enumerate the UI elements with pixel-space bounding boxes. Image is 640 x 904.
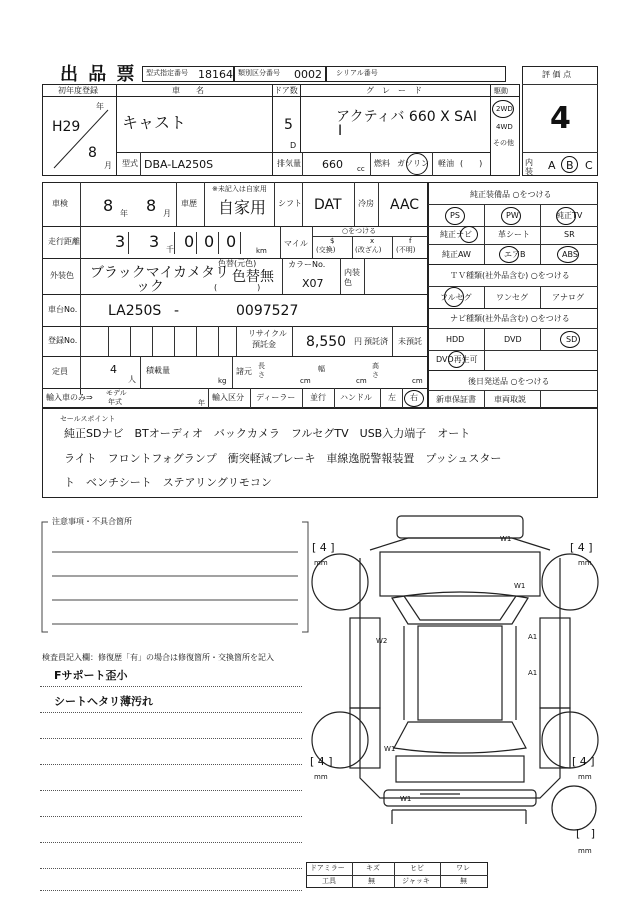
serial-label: シリアル番号 xyxy=(336,69,378,77)
equip-navi-circle xyxy=(460,226,478,243)
shift-value: DAT xyxy=(314,197,342,213)
length-cm: cm xyxy=(300,377,311,385)
genuine-title: 純正装備品 ○をつける xyxy=(470,190,552,199)
tire-rr: [ 4 ] xyxy=(572,755,595,768)
navi-type-title: ナビ種類(社外品含む) ○をつける xyxy=(450,314,570,323)
handle-label: ハンドル xyxy=(340,393,372,402)
color-change-value: 色替無 xyxy=(232,269,274,285)
bt-v-1: 無 xyxy=(368,877,375,885)
history-note: ※未記入は自家用 xyxy=(212,185,267,193)
mark-front-w1: W1 xyxy=(500,535,512,543)
equip-navi: 純正ナビ xyxy=(440,230,472,239)
shift-label: シフト xyxy=(278,199,302,208)
color-value-2: ック xyxy=(136,279,164,295)
load-label: 積載量 xyxy=(146,366,170,375)
inspection-label: 車検 xyxy=(52,199,68,208)
tv-fullseg: フルセグ xyxy=(440,293,472,302)
navi-hdd: HDD xyxy=(446,335,465,344)
score-label: 評 価 点 xyxy=(542,70,572,79)
chassis-label: 車台No. xyxy=(48,305,78,314)
date-slash xyxy=(50,106,110,172)
drive-2wd-circle xyxy=(492,100,514,118)
navi-dvd-play-circle xyxy=(448,351,465,368)
mark-left-w2: W2 xyxy=(376,637,388,645)
interior-label: 内装 xyxy=(525,158,533,176)
exchange-label: (交換) xyxy=(316,246,336,254)
capacity-unit: 人 xyxy=(128,375,136,384)
fuel-gasoline: ガソリン xyxy=(397,159,429,168)
grade-line-2: I xyxy=(338,123,343,139)
dealer-label: ディーラー xyxy=(256,393,296,402)
interior-a: A xyxy=(548,159,556,172)
later-manual: 車両取説 xyxy=(494,395,526,404)
height-label: 高さ xyxy=(372,362,379,379)
left-label: 左 xyxy=(388,393,396,402)
recycle-unpaid: 未預託 xyxy=(398,337,422,346)
sheet-title: 出 品 票 xyxy=(60,64,137,85)
type-cert-label: 型式指定番号 xyxy=(146,69,188,77)
drive-4wd: 4WD xyxy=(496,123,513,131)
mileage-digit-2: 3 xyxy=(149,232,160,251)
modified-label: (改ざん) xyxy=(355,246,382,254)
exchange-sym: $ xyxy=(330,237,335,245)
displacement-unit: cc xyxy=(357,165,365,173)
import-label: 輸入車のみ⇒ xyxy=(46,393,93,402)
mark-right-a1-lower: A1 xyxy=(528,669,538,677)
first-reg-month: 8 xyxy=(88,145,97,161)
height-cm: cm xyxy=(412,377,423,385)
mileage-digit-3: 0 xyxy=(184,232,195,251)
fuel-paren: ( ) xyxy=(460,159,483,168)
bt-h-0: ドアミラー xyxy=(310,864,345,872)
tv-fullseg-circle xyxy=(444,287,464,307)
notes-line-2: シートヘタリ薄汚れ xyxy=(54,695,153,708)
chassis-dash: - xyxy=(174,303,180,319)
equip-pw: PW xyxy=(506,211,519,220)
bt-h-1: キズ xyxy=(366,864,380,872)
car-name-label: 車 名 xyxy=(172,86,204,95)
recycle-label-2: 預託金 xyxy=(252,340,276,349)
tire-fl: [ 4 ] xyxy=(312,541,335,554)
navi-sd: SD xyxy=(566,335,578,344)
color-no-label: カラーNo. xyxy=(288,260,326,269)
tire-fr-mm: mm xyxy=(578,559,592,567)
grade-label: グ レ ー ド xyxy=(366,86,422,95)
sales-line-2: ライト フロントフォグランプ 衝突軽減ブレーキ 車線逸脱警報装置 プッシュスター xyxy=(64,452,502,465)
drive-other: その他 xyxy=(493,139,514,147)
interior-b: B xyxy=(566,159,574,172)
bt-h-3: ワレ xyxy=(456,864,470,872)
equip-airbag: エアB xyxy=(504,250,526,259)
color-no-value: X07 xyxy=(302,277,324,290)
color-label: 外装色 xyxy=(50,271,74,280)
bt-v-2: ジャッキ xyxy=(402,877,430,885)
width-label: 幅 xyxy=(318,365,325,373)
tv-type-title: ＴＶ種類(社外品含む) ○をつける xyxy=(450,271,570,280)
type-cert-value: 18164 xyxy=(198,68,233,81)
mark-rear-w1: W1 xyxy=(384,745,396,753)
model-year-label-2: 年式 xyxy=(108,398,122,406)
displacement-value: 660 xyxy=(322,158,343,171)
first-reg-label: 初年度登録 xyxy=(58,86,98,95)
inspection-month: 8 xyxy=(146,196,157,215)
tire-rl: [ 4 ] xyxy=(310,755,333,768)
tire-fl-mm: mm xyxy=(314,559,328,567)
mark-right-a1-upper: A1 xyxy=(528,633,538,641)
tire-rr-mm: mm xyxy=(578,773,592,781)
grade-line-1: アクティバ 660 X SAI xyxy=(336,109,477,125)
navi-dvd-play: DVD再生可 xyxy=(436,355,478,364)
history-value: 自家用 xyxy=(218,198,267,217)
score-value: 4 xyxy=(550,101,571,136)
modified-sym: x xyxy=(370,237,375,245)
later-new-warranty: 新車保証書 xyxy=(436,395,476,404)
equip-airbag-circle xyxy=(499,246,519,263)
tv-analog: アナログ xyxy=(552,293,584,302)
import-type-label: 輸入区分 xyxy=(212,393,244,402)
navi-sd-circle xyxy=(560,331,580,348)
width-cm: cm xyxy=(356,377,367,385)
color-change-label: 色替(元色) xyxy=(218,259,257,268)
length-label: 長さ xyxy=(258,362,265,379)
mileage-km: km xyxy=(256,247,267,255)
car-name: キャスト xyxy=(122,113,187,132)
regno-label: 登録No. xyxy=(48,336,78,345)
later-title: 後日発送品 ○をつける xyxy=(468,377,550,386)
load-unit: kg xyxy=(218,377,227,385)
right-label: 右 xyxy=(410,393,418,402)
tire-spare-mm: mm xyxy=(578,847,592,855)
fuel-label: 燃料 xyxy=(374,159,390,168)
recycle-label-1: リサイクル xyxy=(248,329,287,338)
chassis-number: 0097527 xyxy=(236,303,299,319)
inspection-month-unit: 月 xyxy=(163,209,171,218)
doors-suffix: D xyxy=(290,141,297,150)
recycle-unit: 円 xyxy=(354,337,362,346)
aircon-label: 冷房 xyxy=(358,199,374,208)
navi-dvd: DVD xyxy=(504,335,522,344)
dims-label: 諸元 xyxy=(236,367,252,376)
equip-abs: ABS xyxy=(562,250,578,259)
sales-label: セールスポイント xyxy=(60,415,116,423)
equip-aw: 純正AW xyxy=(442,250,471,259)
car-diagram xyxy=(300,508,610,858)
capacity-label: 定員 xyxy=(52,367,68,376)
equip-sr: SR xyxy=(564,230,575,239)
mileage-thousand: 千 xyxy=(166,245,174,254)
inspector-label: 検査員記入欄：修復歴「有」の場合は修復箇所・交換箇所を記入 xyxy=(42,653,274,662)
displacement-label: 排気量 xyxy=(277,159,301,168)
tire-fr: [ 4 ] xyxy=(570,541,593,554)
interior-color-label: 内装色 xyxy=(344,268,360,287)
mileage-digit-1: 3 xyxy=(115,232,126,251)
inspection-year: 8 xyxy=(103,196,114,215)
equip-abs-circle xyxy=(557,246,579,263)
equip-leather: 革シート xyxy=(498,230,530,239)
fuel-gasoline-circle xyxy=(406,153,428,175)
category-value: 0002 xyxy=(294,68,322,81)
year-suffix: 年 xyxy=(96,102,104,111)
tv-oneseg: ワンセグ xyxy=(496,293,528,302)
mile-label: マイル xyxy=(284,239,308,248)
mark-note: ○をつける xyxy=(342,227,377,235)
era-year: H29 xyxy=(52,119,81,135)
equip-ps-circle xyxy=(445,207,465,225)
equip-ps: PS xyxy=(450,211,460,220)
mileage-digit-4: 0 xyxy=(204,232,215,251)
drive-label: 駆動 xyxy=(494,87,508,95)
tire-rl-mm: mm xyxy=(314,773,328,781)
bt-h-2: ヒビ xyxy=(410,864,424,872)
year-unit: 年 xyxy=(198,399,205,407)
interior-c: C xyxy=(585,159,593,172)
capacity-value: 4 xyxy=(110,363,117,376)
right-circle xyxy=(404,390,424,407)
mark-bumper-w1: W1 xyxy=(400,795,412,803)
notes-line-1: Fサポート歪小 xyxy=(54,669,128,682)
fuel-diesel: 軽油 xyxy=(438,159,454,168)
unknown-label: (不明) xyxy=(396,246,416,254)
interior-b-circle xyxy=(561,156,578,173)
unknown-sym: f xyxy=(409,237,412,245)
mark-right-front-w1: W1 xyxy=(514,582,526,590)
model-year-label-1: モデル xyxy=(106,389,127,397)
aircon-value: AAC xyxy=(390,197,420,213)
bt-v-3: 無 xyxy=(460,877,467,885)
sales-line-1: 純正SDナビ BTオーディオ バックカメラ フルセグTV USB入力端子 オート xyxy=(64,427,471,440)
mileage-label: 走行距離 xyxy=(48,237,80,246)
caution-label: 注意事項・不具合箇所 xyxy=(52,517,132,526)
bt-v-0: 工具 xyxy=(322,877,336,885)
doors-label: ドア数 xyxy=(274,86,298,95)
color-value-1: ブラックマイカメタリ xyxy=(90,265,230,281)
history-label: 車歴 xyxy=(181,199,197,208)
chassis-prefix: LA250S xyxy=(108,303,162,319)
parallel-label: 並行 xyxy=(310,393,326,402)
month-suffix: 月 xyxy=(104,161,112,170)
caution-bracket xyxy=(40,517,310,636)
category-label: 類別区分番号 xyxy=(238,69,280,77)
model-label: 型式 xyxy=(122,159,138,168)
color-change-paren: ( ) xyxy=(214,283,261,292)
recycle-paid: 預託済 xyxy=(364,337,388,346)
doors-value: 5 xyxy=(284,117,293,133)
inspection-year-unit: 年 xyxy=(120,209,128,218)
tire-spare: [ ] xyxy=(576,827,596,840)
equip-tv-circle xyxy=(556,207,576,225)
equip-tv: 純正TV xyxy=(556,211,583,220)
model-value: DBA-LA250S xyxy=(144,158,214,171)
drive-2wd: 2WD xyxy=(496,105,513,113)
mileage-digit-5: 0 xyxy=(226,232,237,251)
sales-line-3: ト ベンチシート ステアリングリモコン xyxy=(64,476,272,489)
equip-pw-circle xyxy=(501,207,521,225)
recycle-value: 8,550 xyxy=(306,334,347,350)
